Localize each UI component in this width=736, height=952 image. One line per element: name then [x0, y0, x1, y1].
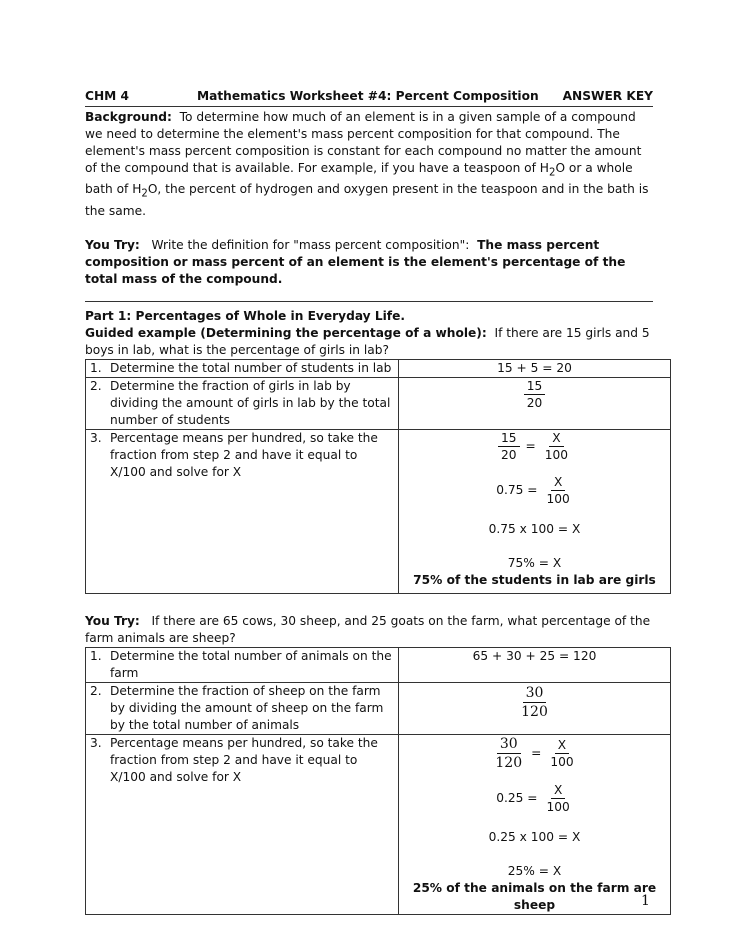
step-answer: 65 + 30 + 25 = 120 [399, 647, 671, 682]
worksheet-title: Mathematics Worksheet #4: Percent Composition [196, 89, 539, 103]
subscript-2a: 2 [548, 167, 556, 179]
course-code: CHM 4 [85, 89, 129, 103]
subscript-2b: 2 [141, 188, 148, 200]
you-try-question-1: Write the definition for "mass percent composition": [151, 237, 470, 252]
you-try-question-2: If there are 65 cows, 30 sheep, and 25 goats on the farm, what percentage of the farm animals are sheep? [85, 613, 651, 645]
you-try-label-1: You Try: [85, 237, 140, 252]
background-text-3: O, the percent of hydrogen and oxygen present in the teaspoon and in the bath is the same. [85, 182, 649, 218]
step-text: Determine the total number of animals on the farm [110, 648, 392, 680]
background-label: Background: [85, 110, 172, 124]
guided-question: If there are 15 girls and 5 boys in lab, what is the percentage of girls in lab? [85, 325, 650, 357]
equation-decimal: 0.75 = $\frac{X}{100}$ [496, 474, 570, 506]
step-text: Percentage means per hundred, so take the fraction from step 2 and have it equal to X/100 and solve for X [110, 735, 378, 784]
table-row: 1. Determine the total number of students in lab 15 + 5 = 20 [86, 359, 671, 377]
part1-heading: Part 1: Percentages of Whole in Everyday Life. [85, 308, 406, 323]
step-text: Percentage means per hundred, so take the fraction from step 2 and have it equal to X/100 and solve for X [110, 430, 378, 479]
equation-multiply: 0.75 x 100 = X [488, 521, 581, 536]
table-row: 3. Percentage means per hundred, so take the fraction from step 2 and have it equal to X/100 and solve for X $\frac{15}{20}$ = $\frac{X}{100}$ 0.75 = $\frac{X}{100}$ 0.75 x 100 = X 75% = X 75% of the students in lab are girls [86, 429, 671, 593]
table-row: 3. Percentage means per hundred, so take the fraction from step 2 and have it equal to X/100 and solve for X $\frac{30}{120}$ = $\frac{X}{100}$ 0.25 = $\frac{X}{100}$ 0.25 x 100 = X 25% = X 25% of the animals on the farm are sheep [86, 734, 671, 914]
equation-multiply: 0.25 x 100 = X [488, 829, 581, 844]
background-text-2: O or a whole bath of H [85, 161, 633, 197]
you-try-definition [85, 237, 653, 302]
equation-result: 75% = X [507, 555, 562, 570]
equation-proportion: $\frac{30}{120}$ = $\frac{X}{100}$ [495, 735, 574, 771]
background-paragraph [85, 109, 653, 220]
worksheet-header [85, 88, 653, 107]
fraction-15-20: $\frac{15}{20}$ [524, 378, 546, 411]
table-row: 2. Determine the fraction of girls in lab by dividing the amount of girls in lab by the total number of students $\frac{15}{20}$ [86, 377, 671, 429]
table-row: 2. Determine the fraction of sheep on the farm by dividing the amount of sheep on the farm by the total number of animals $\frac{30}{120}$ [86, 682, 671, 734]
worksheet-page [85, 88, 657, 915]
step-text: Determine the fraction of girls in lab by dividing the amount of girls in lab by the total number of students [110, 378, 391, 427]
guided-example [85, 325, 653, 359]
answer-key-label: ANSWER KEY [562, 89, 653, 103]
step-text: Determine the fraction of sheep on the farm by dividing the amount of sheep on the farm by the total number of animals [110, 683, 384, 732]
definition-answer: The mass percent composition or mass percent of an element is the element's percentage of the total mass of the compound. [85, 237, 626, 286]
page-number: 1 [641, 893, 650, 909]
conclusion: 75% of the students in lab are girls [413, 572, 656, 587]
equation-decimal: 0.25 = $\frac{X}{100}$ [496, 782, 570, 814]
conclusion: 25% of the animals on the farm are sheep [412, 880, 657, 912]
you-try-farm [85, 613, 653, 647]
you-try-label-2: You Try: [85, 613, 140, 628]
step-text: Determine the total number of students in lab [110, 360, 392, 375]
equation-proportion: $\frac{15}{20}$ = $\frac{X}{100}$ [399, 430, 670, 463]
background-text-1: To determine how much of an element is in a given sample of a compound we need to determine the element's mass percent composition for that compound. The element's mass percent composition is constant for each compound no matter the amount of the compound that is available. For example, if you have a teaspoon of H [85, 110, 642, 175]
table-row: 1. Determine the total number of animals on the farm 65 + 30 + 25 = 120 [86, 647, 671, 682]
fraction-30-120: $\frac{30}{120}$ [521, 684, 548, 720]
step-answer: 15 + 5 = 20 [399, 359, 671, 377]
guided-label: Guided example (Determining the percentage of a whole): [85, 325, 487, 340]
farm-table [85, 647, 671, 915]
guided-example-table [85, 359, 671, 594]
equation-result: 25% = X [507, 863, 562, 878]
